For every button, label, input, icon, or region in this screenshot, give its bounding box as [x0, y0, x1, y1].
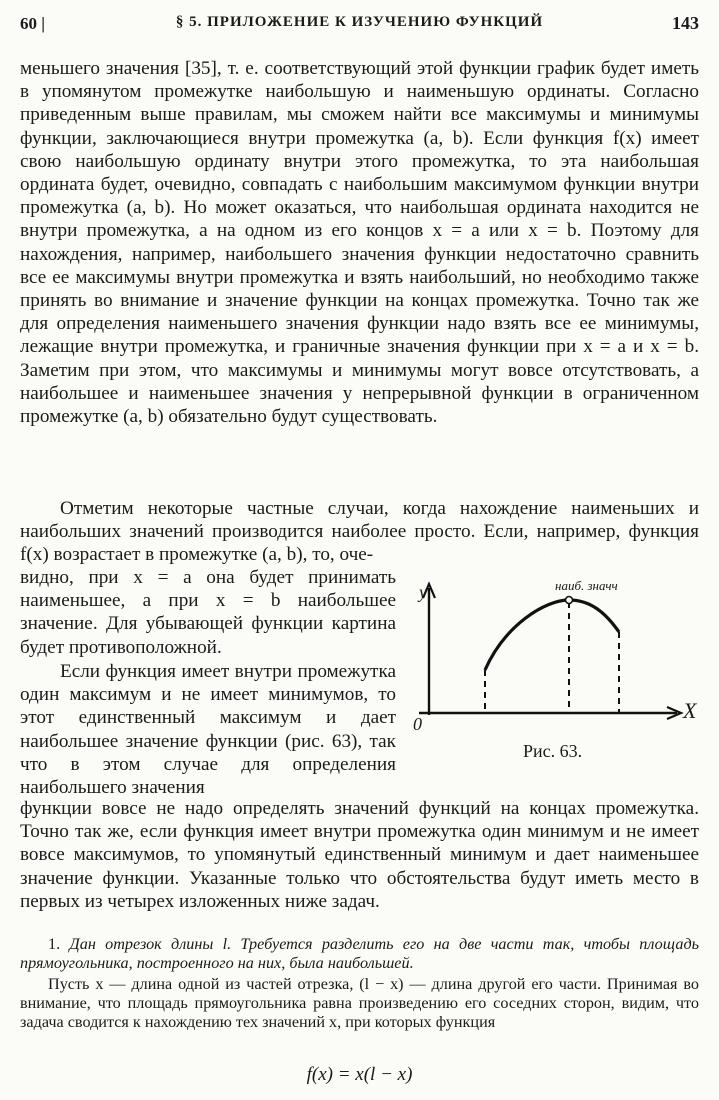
running-title: § 5. ПРИЛОЖЕНИЕ К ИЗУЧЕНИЮ ФУНКЦИЙ: [175, 14, 544, 30]
task-statement: [20, 935, 699, 973]
page-marker: 60 |: [20, 14, 45, 33]
paragraph-3-continued: функции вовсе не надо определять значений функций на концах промежутка. Точно так же, если функция имеет внутри промежутка один минимум и не имеет вовсе максимумов, то упомянутый единственный минимум и дает наименьшее значение функции. Указанные только что обстоятельства будут иметь место в первых из четырех изложенных ниже задач.: [20, 798, 699, 912]
y-axis-label: y: [419, 582, 427, 602]
page-number: 143: [672, 13, 699, 33]
x-axis-label: X: [683, 698, 697, 723]
origin-label: 0: [413, 714, 422, 734]
page-header: [0, 0, 719, 40]
paragraph-2-continued: видно, при x = a она будет принимать наименьшее, а при x = b наибольшее значение. Для убывающей функции картина будет противоположной.: [20, 567, 396, 658]
figure-caption: Рис. 63.: [523, 741, 583, 761]
task-number: 1.: [48, 935, 61, 953]
paragraph-3: Если функция имеет внутри промежутка один максимум и не имеет минимумов, то этот единственный максимум и дает наибольшее значение функции (рис. 63), так что в этом случае для определения наибольшего значения: [20, 661, 396, 799]
figure-63: [405, 570, 705, 770]
function-curve: [485, 600, 619, 670]
formula: f(x) = x(l − x): [306, 1064, 413, 1085]
paragraph-1: меньшего значения [35], т. е. соответствующий этой функции график будет иметь в упомянутом промежутке наибольшую и наименьшую ординаты. Согласно приведенным выше правилам, мы сможем найти все максимумы и минимумы функции, заключающиеся внутри промежутка (a, b). Если функция f(x) имеет свою наибольшую ординату внутри этого промежутка, то эта наибольшая ордината будет, очевидно, совпадать с наибольшим максимумом функции внутри промежутка (a, b). Но может оказаться, что наибольшая ордината находится не внутри промежутка, а на одном из его концов x = a или x = b. Поэтому для нахождения, например, наибольшего значения функции недостаточно сравнить все ее максимумы внутри промежутка и взять наибольший, но необходимо также принять во внимание и значение функции на концах промежутка. Точно так же для определения наименьшего значения функции надо взять все ее минимумы, лежащие внутри промежутка, и граничные значения функции при x = a и x = b. Заметим при этом, что максимумы и минимумы могут вовсе отсутствовать, а наибольшее и наименьшее значения у непрерывной функции в ограниченном промежутке (a, b) обязательно будут существовать.: [20, 58, 699, 428]
max-value-label: наиб. значч: [555, 578, 618, 593]
paragraph-2: Отметим некоторые частные случаи, когда нахождение наименьших и наибольших значений производится наиболее просто. Если, например, функция f(x) возрастает в промежутке (a, b), то, оче-: [20, 498, 699, 566]
max-point: [566, 597, 573, 604]
task-body: Пусть x — длина одной из частей отрезка, (l − x) — длина другой его части. Принимая во внимание, что площадь прямоугольника равна произведению его соседних сторон, видим, что задача сводится к нахождению тех значений x, при которых функция: [20, 975, 699, 1032]
function-graph: [405, 570, 705, 740]
task-text: Дан отрезок длины l. Требуется разделить его на две части так, чтобы площадь прямоугольника, построенного на них, была наибольшей.: [20, 935, 699, 973]
